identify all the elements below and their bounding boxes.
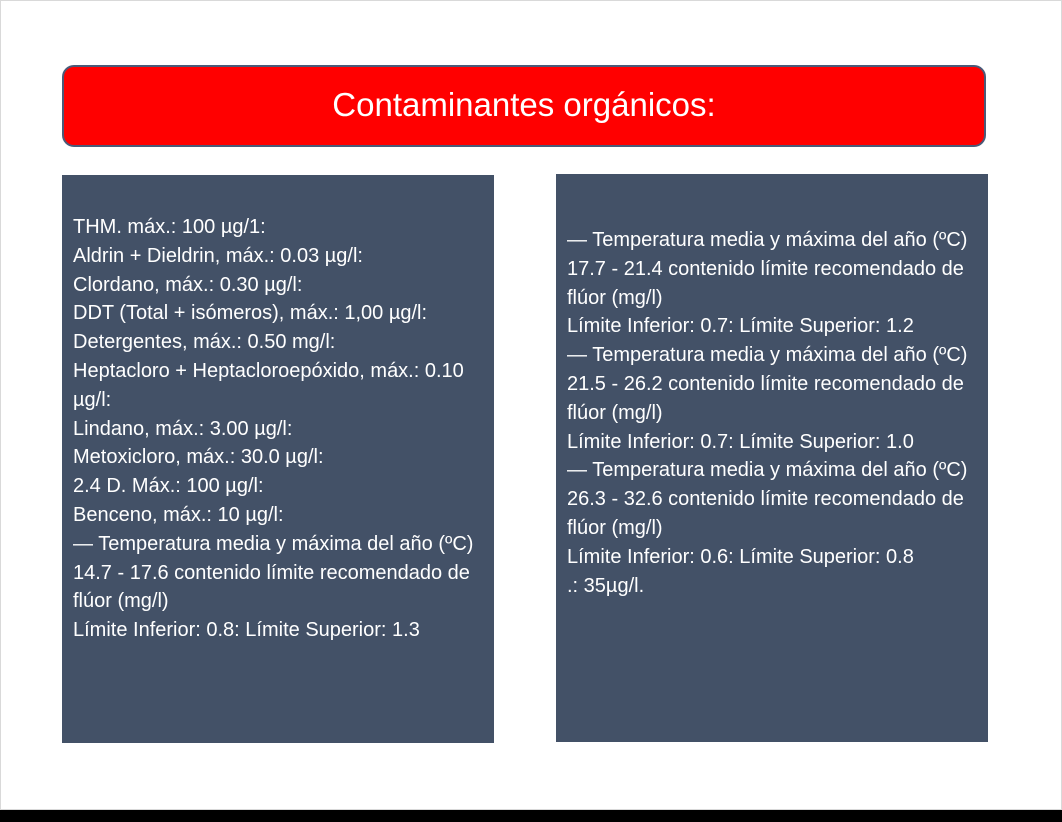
panel-line: Aldrin + Dieldrin, máx.: 0.03 µg/l:: [73, 244, 363, 267]
panel-line: Límite Inferior: 0.6: Límite Superior: 0.8: [567, 545, 914, 568]
panel-line: 17.7 - 21.4 contenido límite recomendado de flúor (mg/l): [567, 257, 964, 309]
panel-line: Clordano, máx.: 0.30 µg/l:: [73, 273, 303, 296]
panel-line: .: 35µg/l.: [567, 574, 645, 597]
left-content-panel: [62, 175, 494, 743]
panel-line: Benceno, máx.: 10 µg/l:: [73, 503, 284, 526]
panel-line: — Temperatura media y máxima del año (ºC): [567, 229, 968, 251]
right-content-panel: [556, 174, 988, 742]
panel-line: 2.4 D. Máx.: 100 µg/l:: [73, 475, 264, 498]
panel-line: — Temperatura media y máxima del año (ºC): [567, 344, 968, 367]
panel-line: — Temperatura media y máxima del año (ºC): [73, 532, 474, 555]
panel-line: Detergentes, máx.: 0.50 mg/l:: [73, 331, 336, 354]
panel-line: Límite Inferior: 0.7: Límite Superior: 1.2: [567, 315, 914, 338]
panel-line: — Temperatura media y máxima del año (ºC): [567, 459, 968, 482]
bottom-bar: [0, 810, 1062, 822]
panel-line: DDT (Total + isómeros), máx.: 1,00 µg/l:: [73, 302, 428, 325]
panel-line: 14.7 - 17.6 contenido límite recomendado de flúor (mg/l): [73, 561, 470, 613]
panel-line: Límite Inferior: 0.8: Límite Superior: 1.3: [73, 619, 420, 642]
panel-line: Metoxicloro, máx.: 30.0 µg/l:: [73, 446, 324, 469]
panel-line: Lindano, máx.: 3.00 µg/l:: [73, 417, 293, 440]
panel-line: 26.3 - 32.6 contenido límite recomendado de flúor (mg/l): [567, 488, 964, 539]
panel-line: Heptacloro + Heptacloroepóxido, máx.: 0.10 µg/l:: [73, 359, 464, 411]
panel-line: 21.5 - 26.2 contenido límite recomendado de flúor (mg/l): [567, 372, 964, 424]
panel-line: THM. máx.: 100 µg/1:: [73, 216, 266, 238]
title-banner: [62, 65, 986, 147]
panel-line: Límite Inferior: 0.7: Límite Superior: 1.0: [567, 430, 914, 453]
slide-title: Contaminantes orgánicos:: [332, 85, 716, 123]
